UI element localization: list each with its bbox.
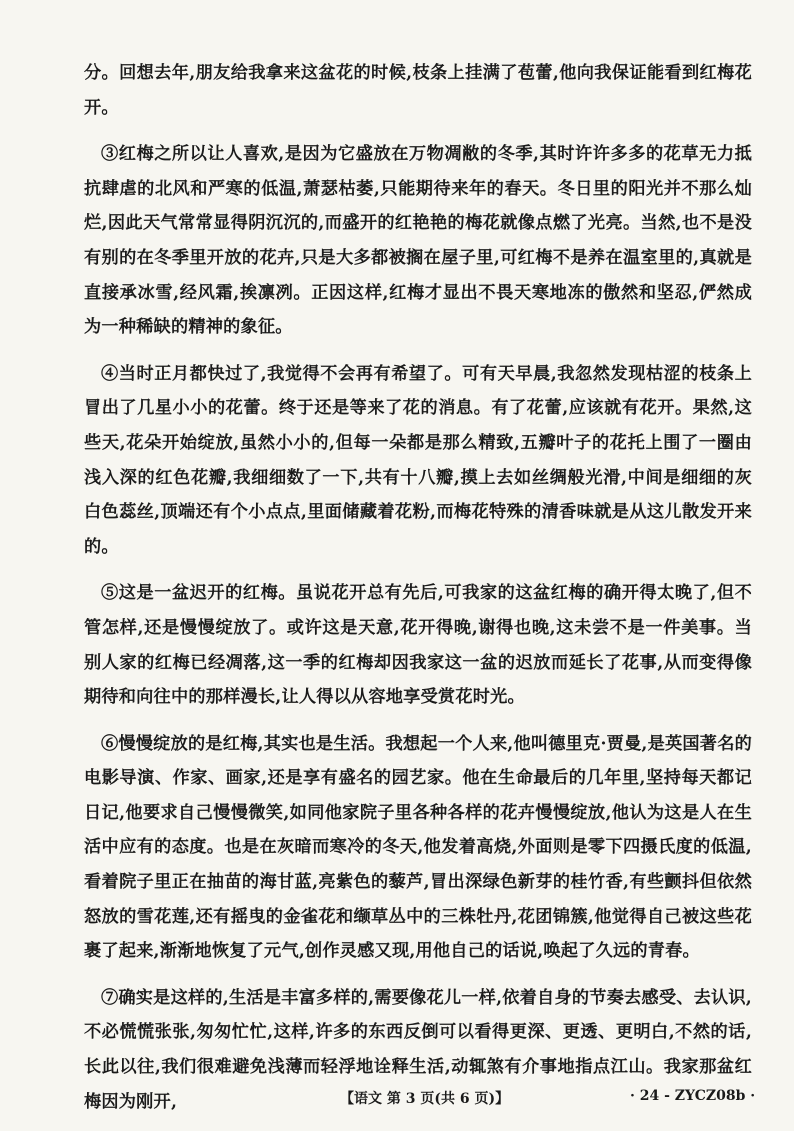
paragraph-3: ③红梅之所以让人喜欢,是因为它盛放在万物凋敝的冬季,其时许许多多的花草无力抵抗肆虐的北风和严寒的低温,萧瑟枯萎,只能期待来年的春天。冬日里的阳光并不那么灿烂,因此天气常常显得阴沉沉的,而盛开的红艳艳的梅花就像点燃了光亮。当然,也不是没有别的在冬季里开放的花卉,只是大多都被搁在屋子里,可红梅不是养在温室里的,真就是直接承冰雪,经风霜,挨凛冽。正因这样,红梅才显出不畏天寒地冻的傲然和坚忍,俨然成为一种稀缺的精神的象征。: [84, 144, 752, 338]
paragraph-5: ⑤这是一盆迟开的红梅。虽说花开总有先后,可我家的这盆红梅的确开得太晚了,但不管怎样,还是慢慢绽放了。或许这是天意,花开得晚,谢得也晚,这未尝不是一件美事。当别人家的红梅已经凋落,这一季的红梅却因我家这一盆的迟放而延长了花事,从而变得像期待和向往中的那样漫长,让人得以从容地享受赏花时光。: [84, 583, 752, 708]
paper-code: · 24 - ZYCZ08b ·: [630, 1088, 756, 1104]
paragraph-6: ⑥慢慢绽放的是红梅,其实也是生活。我想起一个人来,他叫德里克·贾曼,是英国著名的电影导演、作家、画家,还是享有盛名的园艺家。他在生命最后的几年里,坚持每天都记日记,他要求自己慢慢微笑,如同他家院子里各种各样的花卉慢慢绽放,他认为这是人在生活中应有的态度。也是在灰暗而寒冷的冬天,他发着高烧,外面则是零下四摄氏度的低温,看着院子里正在抽苗的海甘蓝,亮紫色的藜芦,冒出深绿色新芽的桂竹香,有些颤抖但依然怒放的雪花莲,还有摇曳的金雀花和缬草丛中的三株牡丹,花团锦簇,他觉得自己被这些花裹了起来,渐渐地恢复了元气,创作灵感又现,用他自己的话说,唤起了久远的青春。: [84, 733, 752, 962]
page-number-label: 【语文 第 3 页(共 6 页)】: [340, 1091, 510, 1107]
page-footer: [0, 1088, 794, 1118]
article-body: [84, 56, 752, 1131]
paragraph-7: ⑦确实是这样的,生活是丰富多样的,需要像花儿一样,依着自身的节奏去感受、去认识,不必慌慌张张,匆匆忙忙,这样,许多的东西反倒可以看得更深、更透、更明白,不然的话,长此以往,我们很难避免浅薄而轻浮地诠释生活,动辄煞有介事地指点江山。我家那盆红梅因为刚开,: [84, 987, 752, 1112]
paragraph-4: ④当时正月都快过了,我觉得不会再有希望了。可有天早晨,我忽然发现枯涩的枝条上冒出了几星小小的花蕾。终于还是等来了花的消息。有了花蕾,应该就有花开。果然,这些天,花朵开始绽放,虽然小小的,但每一朵都是那么精致,五瓣叶子的花托上围了一圈由浅入深的红色花瓣,我细细数了一下,共有十八瓣,摸上去如丝绸般光滑,中间是细细的灰白色蕊丝,顶端还有个小点点,里面储藏着花粉,而梅花特殊的清香味就是从这儿散发开来的。: [84, 363, 752, 557]
paragraph-continuation: 分。回想去年,朋友给我拿来这盆花的时候,枝条上挂满了苞蕾,他向我保证能看到红梅花开。: [84, 63, 752, 118]
